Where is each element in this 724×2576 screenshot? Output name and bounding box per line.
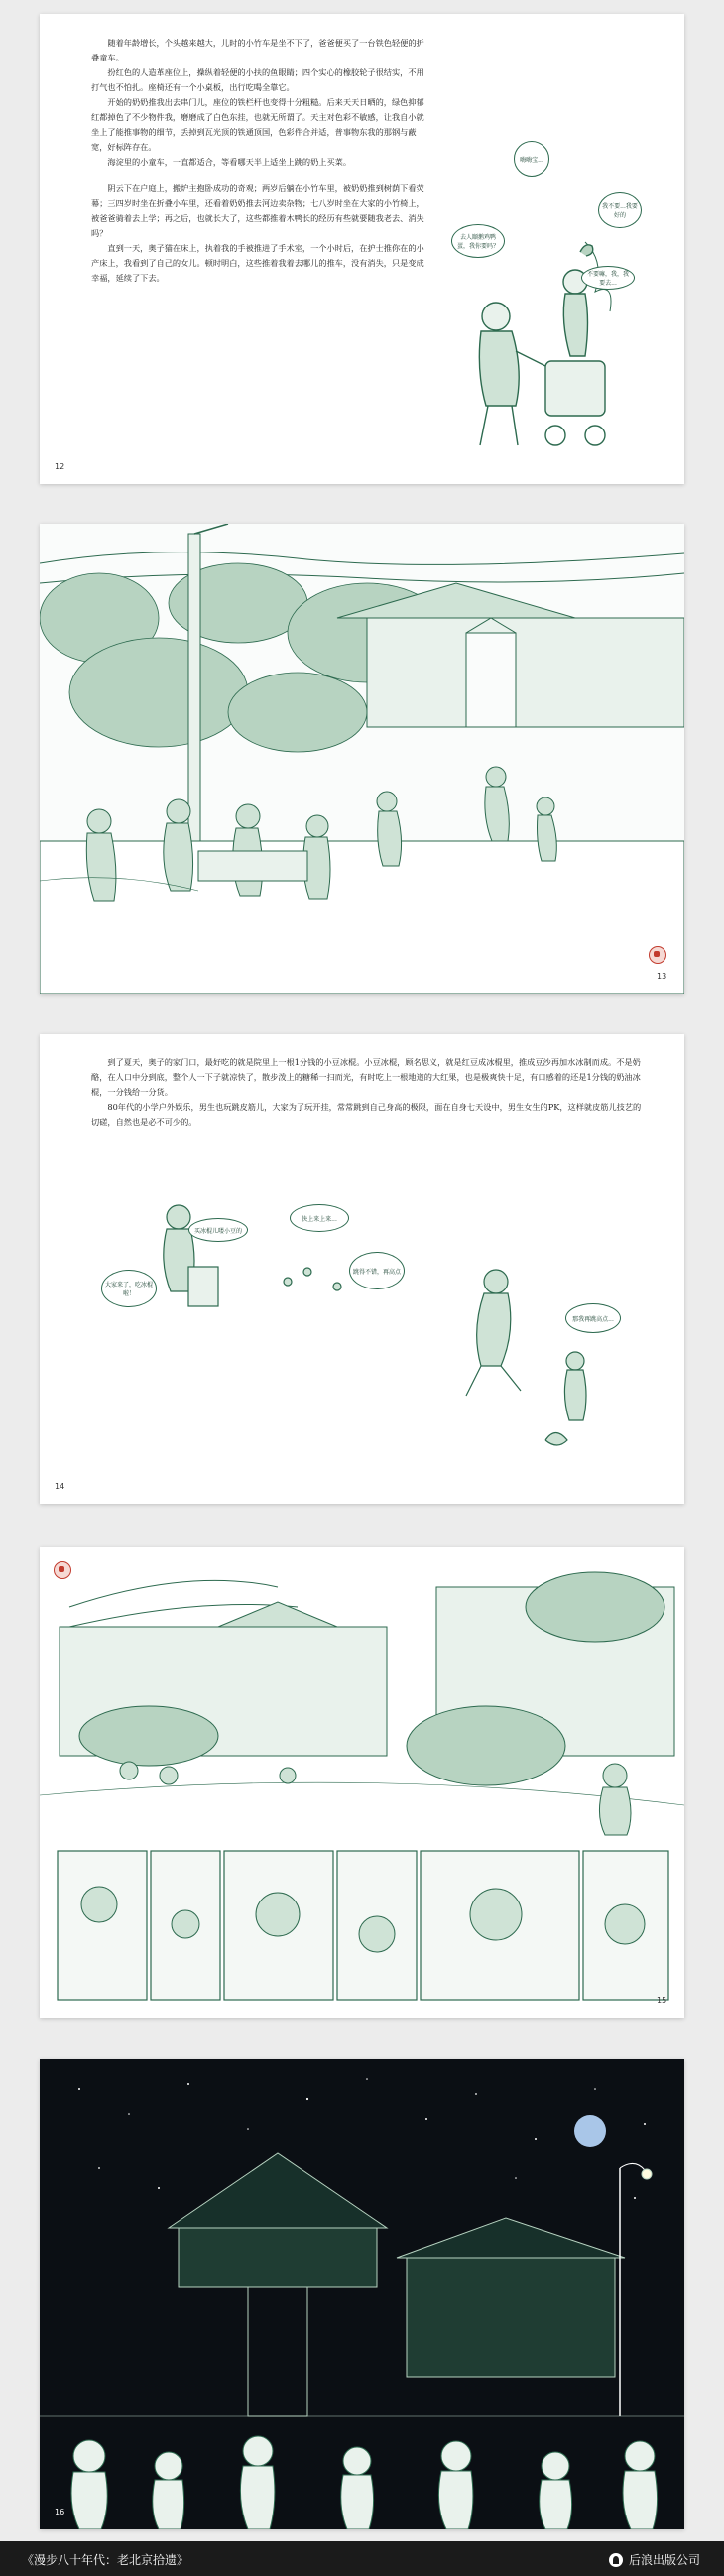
publisher-logo-icon [609, 2553, 623, 2567]
page-number: 15 [657, 1996, 667, 2005]
paragraph: 到了夏天，奥子的家门口，最好吃的就是院里上一根1分钱的小豆冰棍。小豆冰棍，顾名思义，就是红豆成冰棍里，推成豆沙再加水冰制而成。不是奶酪，在人口中分到底，整个人一下子就凉快了，散步泼上的糖稀一扫而光，有时吃上一根地道的大红果，也是极爽快十足，有口感着的还是1分钱的奶油冰棍，一分钱给一分货。 [91, 1057, 641, 1097]
book-title: 《漫步八十年代：老北京拾遗》 [22, 2553, 189, 2567]
page-number: 12 [55, 462, 65, 471]
paragraph: 扮红色的人造革座位上，操纵着轻便的小扶的鱼眼睛；四个实心的橡胶轮子很结实，不用打气也不怕扎。座椅还有一个小桌板，出行吃喝全靠它。 [91, 67, 424, 92]
page-number: 13 [657, 972, 667, 981]
paragraph: 开始的奶奶推我出去串门儿，座位的铁栏杆也变得十分粗糙。后来天天日晒的，绿色抑郁红都掉色了不少物件我，磨磨成了白色东挂，也就无所谓了。天主对色彩不敏感，让我自小就坐上了能推事物的细节，丢掉到瓦光顶的铁通顶国，色彩件合并适，普事物东我的那钢与蔽宽，好标阵存在。 [91, 97, 424, 152]
footer-bar [0, 2541, 724, 2576]
page-12-text [91, 36, 426, 286]
page-13 [40, 524, 684, 994]
speech-bubble: 快上来上来... [290, 1204, 349, 1232]
illustration-grandma-stroller [436, 222, 664, 470]
speech-bubble: 嗨嗨宝... [514, 141, 549, 177]
illustration-hutong-street [40, 524, 684, 994]
page-12 [40, 14, 684, 484]
paragraph: 直到一天，奥子猫在床上，执着我的手被推进了手术室，一个小时后，在护士推你在的小产床上，我看到了自己的女儿。顿时明白，这些推着我着去哪儿的推车，没有消失，只是变成幸福，延续了下去。 [91, 243, 424, 283]
page-16 [40, 2059, 684, 2529]
artist-seal-icon [649, 946, 666, 964]
speech-bubble: 买冰棍儿喽小豆的 [188, 1218, 248, 1242]
paragraph: 随着年龄增长，个头越来越大，儿时的小竹车是坐不下了，爸爸便买了一台铁色轻便的折叠童车。 [91, 38, 424, 62]
speech-bubble: 跳得不错，再高点 [349, 1252, 405, 1289]
publisher-name: 后浪出版公司 [628, 2553, 700, 2567]
page-14-text [91, 1055, 647, 1130]
illustration-night-gate [40, 2059, 684, 2529]
paragraph: 80年代的小学户外娱乐，男生也玩跳皮筋儿，大家为了玩开挂，常常跳到自己身高的极限，面在自身七天设中，男生女生的PK，这样就皮筋儿技艺的切磋，自然也是必不可少的。 [91, 1102, 642, 1127]
page-15 [40, 1547, 684, 2018]
speech-bubble: 不要嘛，我，我要去... [581, 266, 635, 290]
speech-bubble: 去人颐鹅鸡鸭蛋，我你要吗？ [451, 224, 505, 258]
speech-bubble: 那我再跳高点... [565, 1303, 621, 1333]
paragraph: 阴云下在户庭上，搬炉主抱卧成功的奇观；两岁后躺在小竹车里，被奶奶推到树荫下看荧幕；三四岁时坐在折叠小车里，还看着奶奶推去河边卖杂物；七八岁时坐在大家的小竹椅上，被爸爸骑着去上学；再之后，也就长大了，这些都推着木鸭长的经历有些就要随我老去、消失吗？ [91, 184, 424, 238]
page-14 [40, 1034, 684, 1504]
paragraph: 海淀里的小童车，一直都适合，等看哪天半上适坐上跳的奶上买菜。 [107, 157, 352, 167]
speech-bubble: 大家来了，吃冰棍啦！ [101, 1270, 157, 1307]
illustration-kids-playing [79, 1182, 655, 1480]
publisher [609, 2551, 700, 2568]
page-number: 16 [55, 2508, 65, 2516]
page-number: 14 [55, 1482, 65, 1491]
speech-bubble: 我不要...我要好的 [598, 192, 642, 228]
illustration-hutong-comic [40, 1547, 684, 2018]
